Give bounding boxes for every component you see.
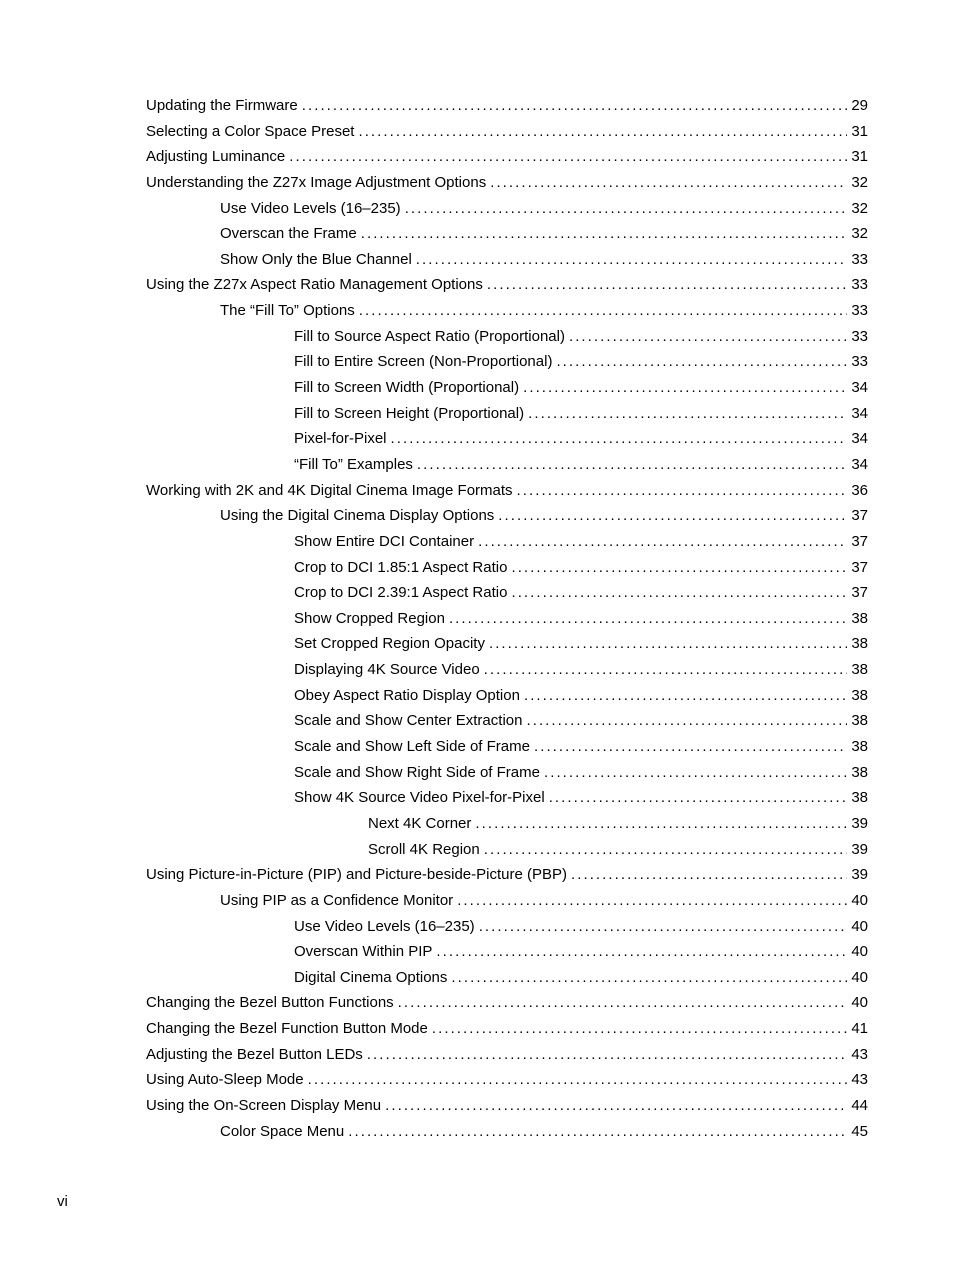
toc-entry-page-number: 34 [851, 455, 868, 473]
toc-entry-page-number: 37 [851, 558, 868, 576]
toc-entry-title: Fill to Screen Width (Proportional) [294, 379, 520, 397]
toc-entry-title: Fill to Screen Height (Proportional) [294, 404, 525, 422]
toc-entry-page-number: 33 [851, 353, 868, 371]
toc-entry[interactable] [146, 349, 868, 375]
toc-entry[interactable] [146, 888, 868, 914]
toc-entry-title: Crop to DCI 2.39:1 Aspect Ratio [294, 584, 508, 602]
toc-entry-page-number: 45 [851, 1122, 868, 1140]
dot-leader [289, 144, 847, 170]
toc-entry-page-number: 37 [851, 584, 868, 602]
dot-leader [475, 811, 847, 837]
toc-entry-page-number: 38 [851, 763, 868, 781]
toc-entry-page-number: 29 [851, 97, 868, 114]
toc-entry-page-number: 40 [851, 968, 868, 986]
dot-leader [528, 401, 847, 427]
toc-entry-line [294, 631, 868, 657]
toc-entry[interactable] [146, 939, 868, 965]
dot-leader [398, 990, 848, 1016]
toc-entry-title: Using PIP as a Confidence Monitor [220, 891, 454, 909]
toc-entry-title: The “Fill To” Options [220, 302, 355, 320]
toc-entry-title: Selecting a Color Space Preset [146, 122, 355, 140]
toc-entry-page-number: 31 [851, 148, 868, 166]
toc-entry-line [146, 144, 868, 170]
toc-entry-title: Scale and Show Left Side of Frame [294, 738, 530, 756]
toc-entry-page-number: 40 [851, 917, 868, 935]
toc-entry-title: Show Cropped Region [294, 609, 445, 627]
dot-leader [302, 93, 848, 119]
toc-entry[interactable] [146, 990, 868, 1016]
toc-entry[interactable] [146, 734, 868, 760]
toc-entry[interactable] [146, 1016, 868, 1042]
toc-entry-page-number: 31 [851, 122, 868, 140]
dot-leader [457, 888, 847, 914]
toc-entry-page-number: 40 [851, 994, 868, 1012]
toc-entry-page-number: 40 [851, 891, 868, 909]
toc-entry-line [220, 1119, 868, 1145]
toc-entry[interactable] [146, 298, 868, 324]
toc-entry-page-number: 43 [851, 1045, 868, 1063]
dot-leader [484, 657, 848, 683]
toc-entry-page-number: 38 [851, 738, 868, 756]
toc-entry-page-number: 34 [851, 430, 868, 448]
toc-entry-line [146, 1067, 868, 1093]
dot-leader [479, 914, 848, 940]
dot-leader [484, 837, 848, 863]
toc-entry-page-number: 38 [851, 686, 868, 704]
toc-entry-line [146, 1042, 868, 1068]
dot-leader [449, 606, 847, 632]
dot-leader [526, 708, 847, 734]
toc-entry-page-number: 38 [851, 609, 868, 627]
toc-entry-title: Using Auto-Sleep Mode [146, 1071, 304, 1089]
dot-leader [498, 503, 847, 529]
toc-entry-page-number: 38 [851, 661, 868, 679]
toc-entry[interactable] [146, 119, 868, 145]
toc-entry-title: “Fill To” Examples [294, 455, 413, 473]
dot-leader [549, 785, 848, 811]
toc-entry-title: Using the Z27x Aspect Ratio Management Options [146, 276, 483, 294]
toc-entry-line [294, 580, 868, 606]
toc-entry[interactable] [146, 221, 868, 247]
page-number: vi [57, 1193, 68, 1210]
toc-entry-title: Digital Cinema Options [294, 968, 448, 986]
dot-leader [524, 683, 847, 709]
toc-entry-line [146, 862, 868, 888]
toc-entry-page-number: 39 [851, 866, 868, 884]
toc-entry-title: Next 4K Corner [368, 814, 472, 832]
toc-entry[interactable] [146, 837, 868, 863]
toc-entry[interactable] [146, 375, 868, 401]
toc-entry-page-number: 33 [851, 276, 868, 294]
toc-entry-title: Overscan Within PIP [294, 943, 433, 961]
toc-entry-page-number: 40 [851, 943, 868, 961]
toc-entry-page-number: 37 [851, 507, 868, 525]
toc-entry-line [294, 452, 868, 478]
toc-entry-page-number: 39 [851, 814, 868, 832]
toc-entry[interactable] [146, 708, 868, 734]
toc-entry-title: Adjusting Luminance [146, 148, 286, 166]
dot-leader [489, 631, 847, 657]
toc-entry-title: Crop to DCI 1.85:1 Aspect Ratio [294, 558, 508, 576]
toc-entry[interactable] [146, 760, 868, 786]
toc-entry-title: Show Entire DCI Container [294, 532, 475, 550]
toc-entry-title: Color Space Menu [220, 1122, 345, 1140]
toc-entry-page-number: 44 [851, 1096, 868, 1114]
toc-entry-line [146, 272, 868, 298]
dot-leader [451, 965, 847, 991]
toc-entry-title: Scale and Show Center Extraction [294, 712, 523, 730]
toc-entry[interactable] [146, 529, 868, 555]
toc-entry-line [294, 555, 868, 581]
dot-leader [569, 324, 847, 350]
toc-entry-title: Using the On-Screen Display Menu [146, 1096, 382, 1114]
dot-leader [361, 221, 848, 247]
toc-entry-title: Updating the Firmware [146, 97, 298, 114]
toc-entry-line [294, 401, 868, 427]
toc-entry-title: Show 4K Source Video Pixel-for-Pixel [294, 789, 545, 807]
toc-entry-line [294, 760, 868, 786]
toc-entry-title: Show Only the Blue Channel [220, 250, 412, 268]
dot-leader [556, 349, 847, 375]
dot-leader [367, 1042, 848, 1068]
dot-leader [405, 196, 848, 222]
toc-entry-line [146, 170, 868, 196]
toc-entry-line [294, 914, 868, 940]
toc-entry-line [220, 196, 868, 222]
toc-entry-title: Displaying 4K Source Video [294, 661, 480, 679]
toc-entry-page-number: 32 [851, 173, 868, 191]
toc-entry-line [294, 965, 868, 991]
dot-leader [490, 170, 847, 196]
dot-leader [358, 119, 847, 145]
toc-entry[interactable] [146, 247, 868, 273]
toc-entry-line [146, 1016, 868, 1042]
toc-entry[interactable] [146, 401, 868, 427]
toc-entry-page-number: 33 [851, 250, 868, 268]
toc-entry-page-number: 32 [851, 199, 868, 217]
toc-entry-line [220, 503, 868, 529]
toc-entry-page-number: 38 [851, 635, 868, 653]
toc-entry-line [294, 324, 868, 350]
toc-entry-line [146, 93, 868, 119]
toc-entry[interactable] [146, 503, 868, 529]
toc-entry[interactable] [146, 324, 868, 350]
toc-entry[interactable] [146, 657, 868, 683]
dot-leader [308, 1067, 848, 1093]
toc-entry-line [294, 426, 868, 452]
toc-entry-page-number: 38 [851, 712, 868, 730]
toc-entry[interactable] [146, 426, 868, 452]
toc-entry-line [220, 888, 868, 914]
toc-entry-page-number: 39 [851, 840, 868, 858]
toc-entry-line [294, 708, 868, 734]
dot-leader [544, 760, 847, 786]
toc-entry-line [294, 734, 868, 760]
dot-leader [432, 1016, 847, 1042]
toc-entry-page-number: 36 [851, 481, 868, 499]
toc-entry[interactable] [146, 914, 868, 940]
toc-entry-title: Pixel-for-Pixel [294, 430, 387, 448]
dot-leader [534, 734, 847, 760]
toc-entry[interactable] [146, 478, 868, 504]
toc-entry-line [294, 939, 868, 965]
dot-leader [517, 478, 848, 504]
toc-entry-page-number: 41 [851, 1020, 868, 1038]
toc-entry-page-number: 38 [851, 789, 868, 807]
toc-entry-line [368, 811, 868, 837]
toc-entry-page-number: 33 [851, 302, 868, 320]
toc-entry[interactable] [146, 170, 868, 196]
toc-entry-title: Fill to Entire Screen (Non-Proportional) [294, 353, 553, 371]
toc-entry-title: Changing the Bezel Button Functions [146, 994, 394, 1012]
dot-leader [359, 298, 848, 324]
toc-entry-title: Overscan the Frame [220, 225, 357, 243]
toc-entry-line [146, 478, 868, 504]
toc-entry-line [146, 119, 868, 145]
toc-entry-title: Working with 2K and 4K Digital Cinema Image Formats [146, 481, 513, 499]
toc-entry-title: Adjusting the Bezel Button LEDs [146, 1045, 363, 1063]
dot-leader [571, 862, 847, 888]
toc-entry-title: Using Picture-in-Picture (PIP) and Picture-beside-Picture (PBP) [146, 866, 567, 884]
toc-entry[interactable] [146, 1042, 868, 1068]
toc-entry[interactable] [146, 862, 868, 888]
toc-entry-title: Use Video Levels (16–235) [294, 917, 475, 935]
toc-entry[interactable] [146, 272, 868, 298]
toc-entry-title: Fill to Source Aspect Ratio (Proportional) [294, 327, 565, 345]
dot-leader [487, 272, 847, 298]
dot-leader [478, 529, 847, 555]
dot-leader [348, 1119, 847, 1145]
dot-leader [511, 580, 847, 606]
toc-entry-title: Using the Digital Cinema Display Options [220, 507, 495, 525]
toc-entry-title: Set Cropped Region Opacity [294, 635, 485, 653]
toc-entry-line [146, 990, 868, 1016]
toc-entry-page-number: 32 [851, 225, 868, 243]
toc-entry[interactable] [146, 1067, 868, 1093]
toc-entry-page-number: 43 [851, 1071, 868, 1089]
toc-entry-line [294, 606, 868, 632]
toc-entry[interactable] [146, 580, 868, 606]
toc-entry-page-number: 33 [851, 327, 868, 345]
toc-entry-line [294, 683, 868, 709]
toc-entry[interactable] [146, 631, 868, 657]
dot-leader [523, 375, 847, 401]
toc-entry[interactable] [146, 144, 868, 170]
toc-entry-page-number: 37 [851, 532, 868, 550]
toc-entry-line [220, 298, 868, 324]
dot-leader [391, 426, 848, 452]
toc-entry[interactable] [146, 811, 868, 837]
toc-entry-title: Scale and Show Right Side of Frame [294, 763, 540, 781]
toc-entry-title: Understanding the Z27x Image Adjustment Options [146, 173, 487, 191]
toc-entry-line [220, 247, 868, 273]
toc-entry-page-number: 34 [851, 404, 868, 422]
toc-entry-line [294, 529, 868, 555]
toc-entry-title: Obey Aspect Ratio Display Option [294, 686, 520, 704]
toc-entry[interactable] [146, 555, 868, 581]
toc-entry[interactable] [146, 785, 868, 811]
table-of-contents [146, 93, 868, 1144]
toc-entry[interactable] [146, 606, 868, 632]
toc-entry[interactable] [146, 1093, 868, 1119]
toc-entry-line [294, 375, 868, 401]
toc-entry[interactable] [146, 196, 868, 222]
dot-leader [385, 1093, 847, 1119]
toc-entry[interactable] [146, 1119, 868, 1145]
toc-entry-page-number: 34 [851, 379, 868, 397]
dot-leader [436, 939, 847, 965]
toc-entry-line [294, 349, 868, 375]
toc-entry-title: Changing the Bezel Function Button Mode [146, 1020, 428, 1038]
toc-entry-line [368, 837, 868, 863]
toc-entry[interactable] [146, 965, 868, 991]
toc-entry[interactable] [146, 93, 868, 119]
toc-entry[interactable] [146, 452, 868, 478]
dot-leader [416, 247, 848, 273]
toc-entry-line [220, 221, 868, 247]
toc-entry-title: Use Video Levels (16–235) [220, 199, 401, 217]
toc-entry-line [294, 657, 868, 683]
toc-entry-title: Scroll 4K Region [368, 840, 480, 858]
dot-leader [511, 555, 847, 581]
toc-entry-line [294, 785, 868, 811]
toc-entry-line [146, 1093, 868, 1119]
dot-leader [417, 452, 847, 478]
toc-entry[interactable] [146, 683, 868, 709]
